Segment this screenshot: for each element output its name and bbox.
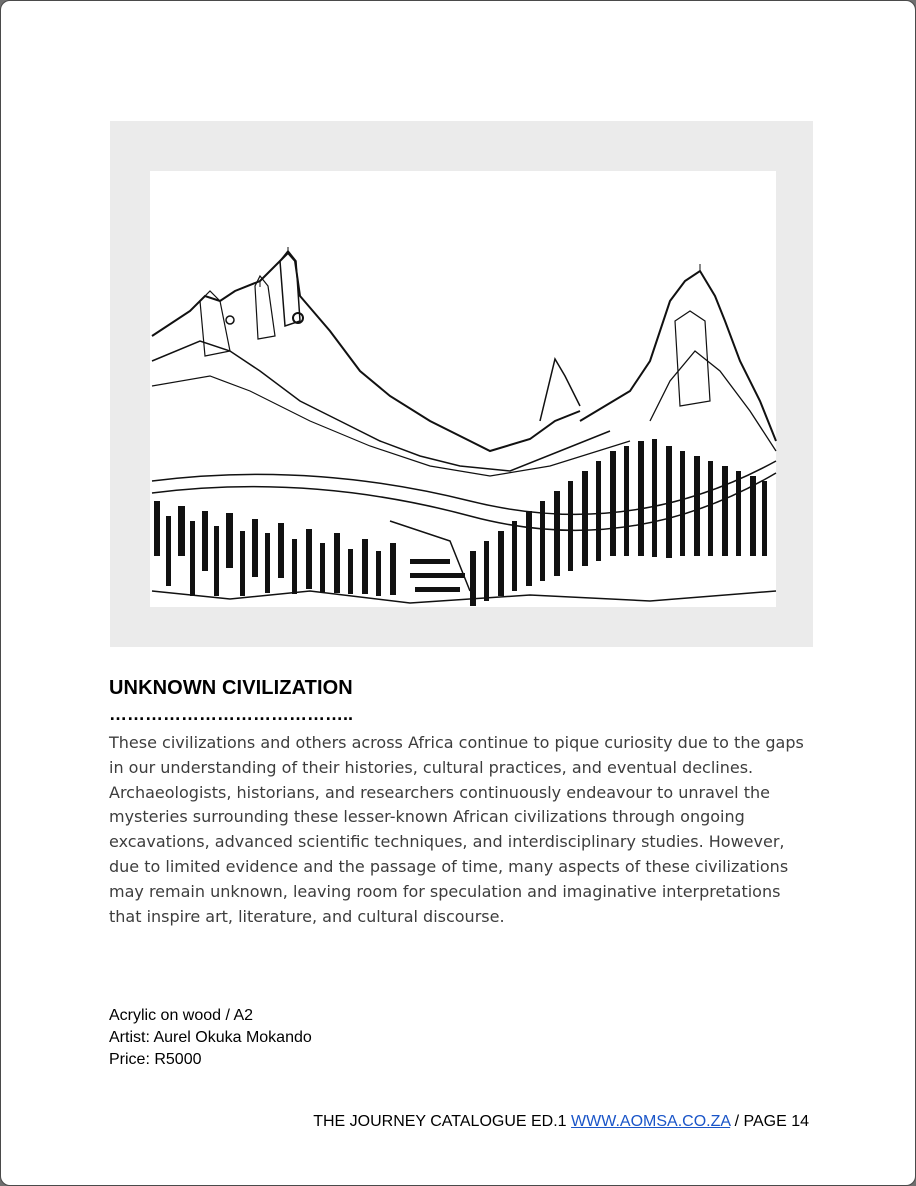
website-link[interactable]: WWW.AOMSA.CO.ZA [571, 1113, 731, 1130]
catalogue-name: THE JOURNEY CATALOGUE ED.1 [313, 1113, 567, 1130]
page-footer [313, 1113, 809, 1131]
artwork-details [109, 1005, 312, 1071]
artwork-description: These civilizations and others across Africa continue to pique curiosity due to the gaps in our understanding of their histories, cultural practices, and eventual declines. Archaeologists, historians, and researchers continuously endeavour to unravel the mysteries surrounding these lesser-known African civilizations through ongoing excavations, advanced scientific techniques, and interdisciplinary studies. However, due to limited evidence and the passage of time, many aspects of these civilizations may remain unknown, leaving room for speculation and imaginative interpretations that inspire art, literature, and cultural discourse. [109, 733, 804, 926]
artwork-artist: Artist: Aurel Okuka Mokando [109, 1029, 312, 1046]
artwork-title: UNKNOWN CIVILIZATION [109, 677, 353, 699]
title-separator: ………………………………….. [109, 704, 354, 724]
artwork-photo [110, 121, 813, 647]
artwork-illustration [110, 121, 813, 647]
page-number: / PAGE 14 [734, 1113, 809, 1130]
artwork-medium: Acrylic on wood / A2 [109, 1007, 254, 1024]
artwork-price: Price: R5000 [109, 1051, 202, 1068]
